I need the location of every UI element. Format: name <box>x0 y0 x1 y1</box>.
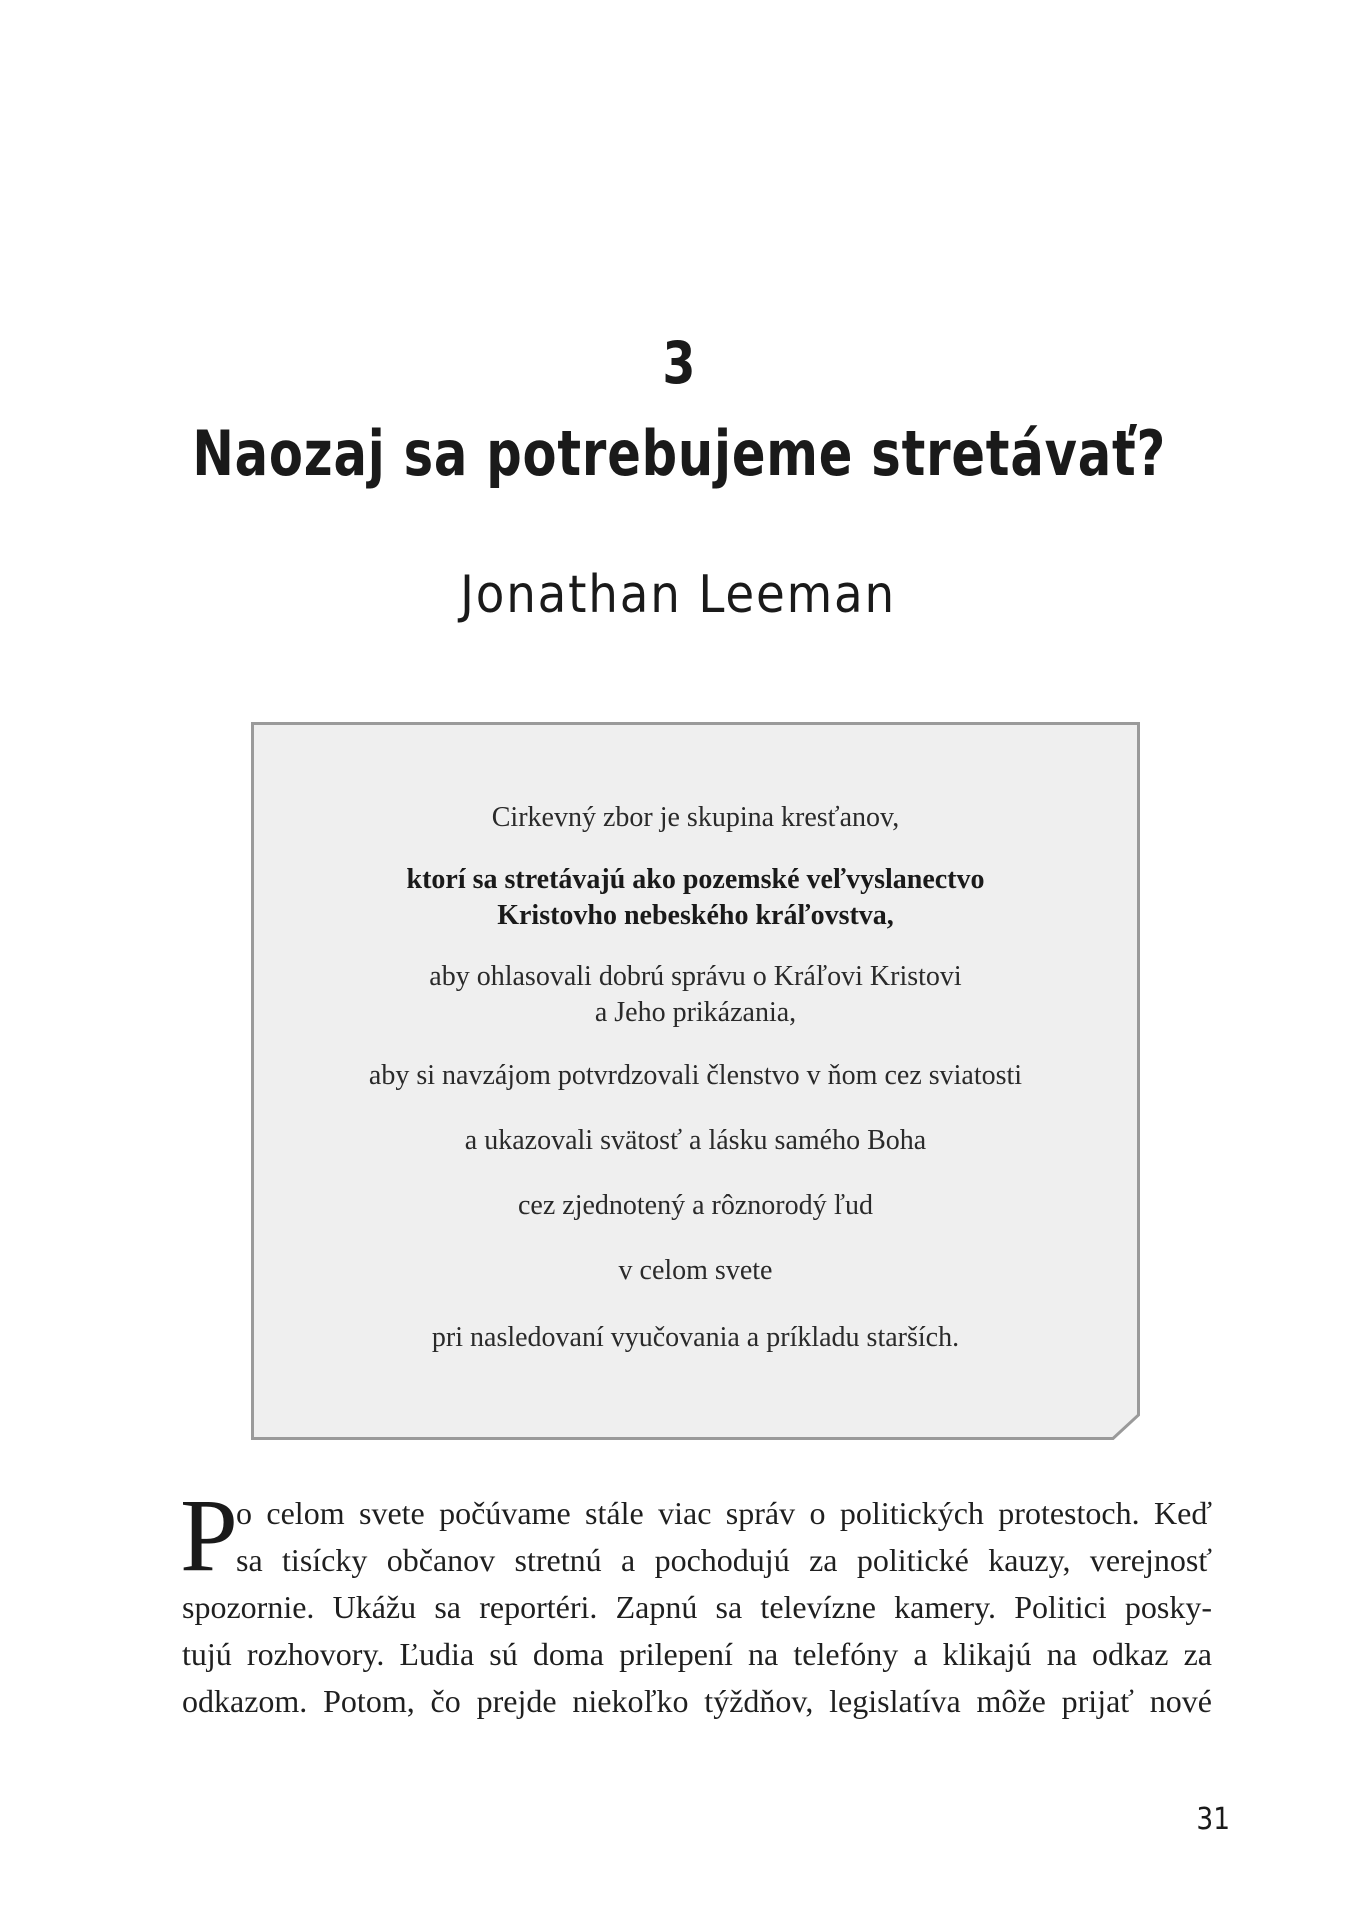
dropcap: P <box>180 1478 238 1593</box>
definition-line: aby ohlasovali dobrú správu o Kráľovi Kristovi <box>429 961 962 992</box>
body-line: tujú rozhovory. Ľudia sú doma prilepení na telefóny a klikajú na odkaz za <box>182 1636 1212 1672</box>
chapter-title: Naozaj sa potrebujeme stretávať? <box>192 417 1167 490</box>
definition-line: Cirkevný zbor je skupina kresťanov, <box>491 802 900 833</box>
definition-line: ktorí sa stretávajú ako pozemské veľvyslanectvo <box>406 864 985 895</box>
chapter-number: 3 <box>662 329 696 397</box>
definition-line: aby si navzájom potvrdzovali členstvo v ňom cez sviatosti <box>368 1060 1023 1091</box>
body-line: odkazom. Potom, čo prejde niekoľko týždňov, legislatíva môže prijať nové <box>182 1683 1212 1719</box>
definition-line: a Jeho prikázania, <box>594 997 797 1028</box>
definition-line: pri nasledovaní vyučovania a príkladu starších. <box>431 1322 960 1353</box>
definition-line: v celom svete <box>618 1255 773 1286</box>
definition-text <box>251 722 1140 1440</box>
body-line: sa tisícky občanov stretnú a pochodujú za politické kauzy, verejnosť <box>236 1542 1212 1578</box>
body-paragraph <box>182 1490 1212 1725</box>
definition-line: cez zjednotený a rôznorodý ľud <box>517 1190 873 1221</box>
author-name: Jonathan Leeman <box>460 565 896 625</box>
definition-line: Kristovho nebeského kráľovstva, <box>497 900 894 931</box>
body-line: spozornie. Ukážu sa reportéri. Zapnú sa televízne kamery. Politici posky- <box>182 1589 1212 1625</box>
definition-box <box>251 722 1140 1440</box>
page-number: 31 <box>1196 1802 1230 1837</box>
definition-line: a ukazovali svätosť a lásku samého Boha <box>464 1125 927 1156</box>
body-line: o celom svete počúvame stále viac správ o politických protestoch. Keď <box>236 1495 1212 1531</box>
